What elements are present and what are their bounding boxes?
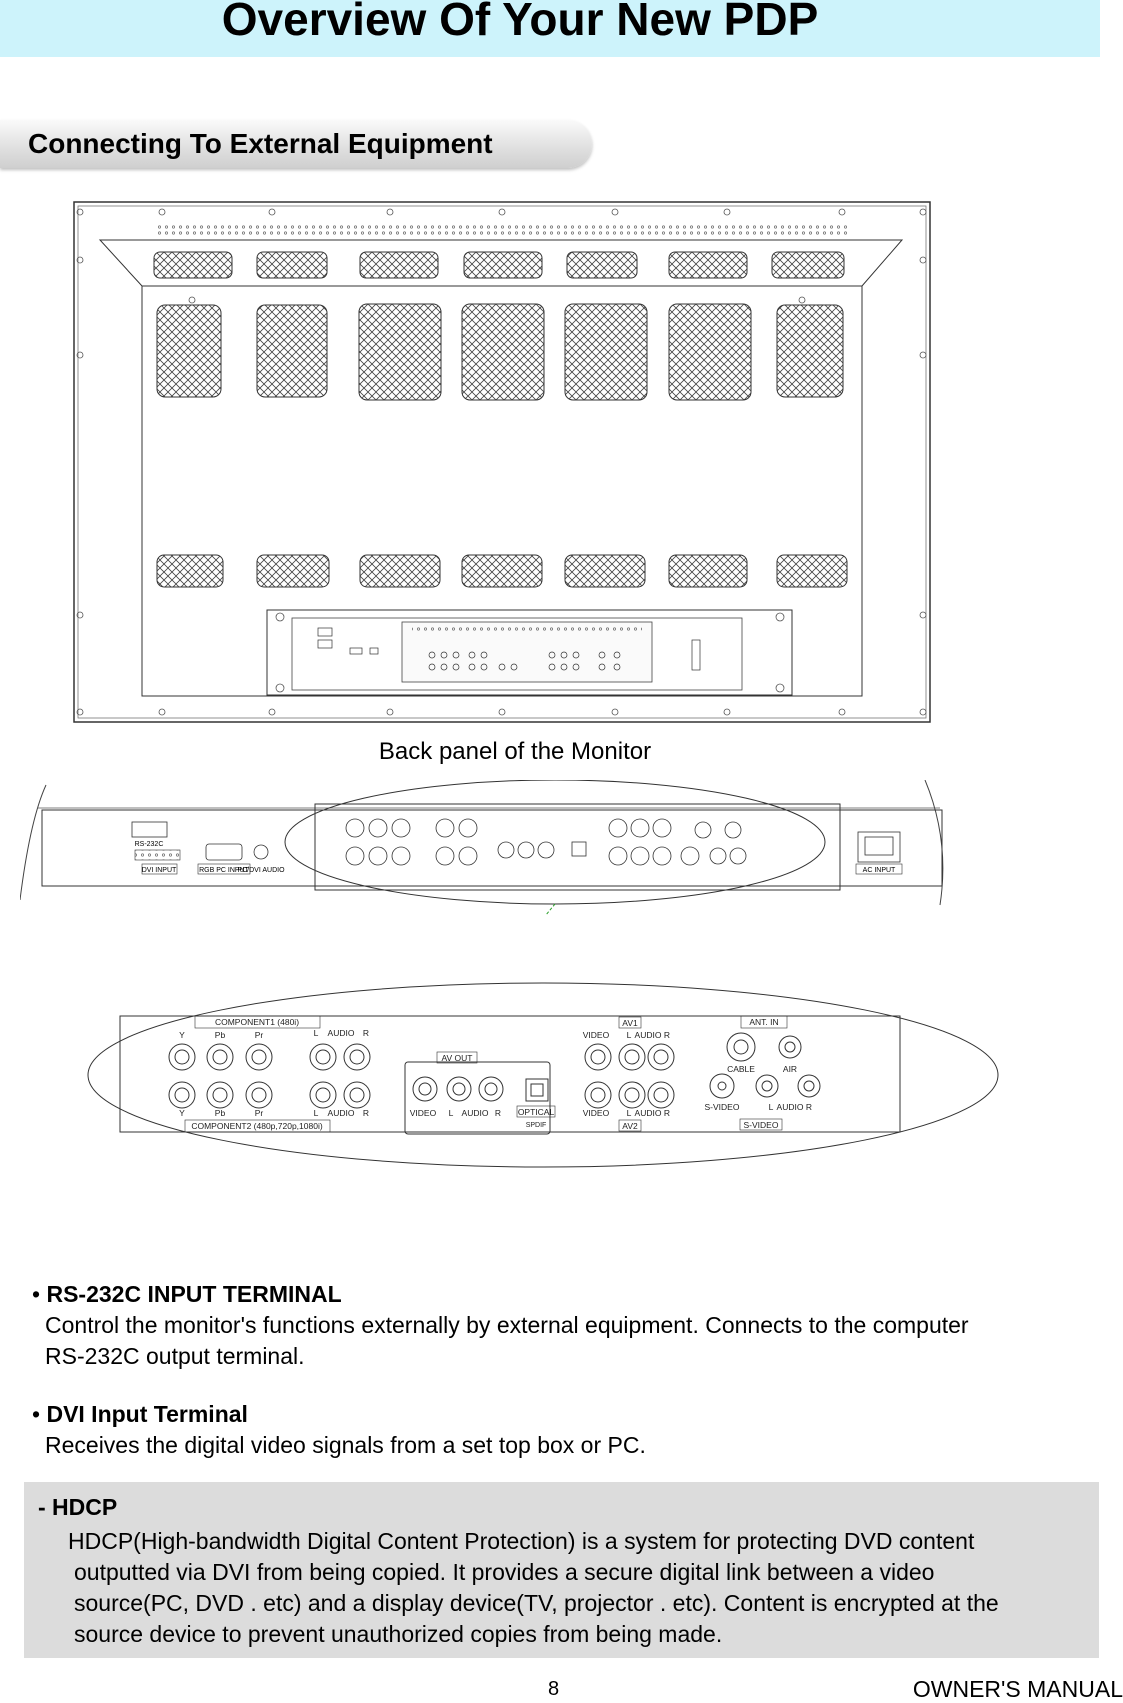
zoom-label-l-bottom: L: [313, 1108, 319, 1118]
zoom-label-spdif: SPDIF: [525, 1122, 547, 1129]
zoom-label-l-av1: L: [626, 1030, 632, 1040]
hdcp-line-3: source(PC, DVD . etc) and a display device(TV, projector . etc). Content is encrypted at the: [74, 1590, 999, 1616]
zoom-label-pb-bottom: Pb: [214, 1108, 226, 1118]
zoom-label-r-bottom: R: [362, 1108, 370, 1118]
dvi-section: • DVI Input Terminal Receives the digital video signals from a set top box or PC.: [32, 1399, 646, 1461]
zoom-label-cable: CABLE: [727, 1064, 755, 1074]
zoom-label-r-top: R: [362, 1028, 370, 1038]
page-title: Overview Of Your New PDP: [221, 0, 819, 45]
section-title: Connecting To External Equipment: [28, 128, 493, 159]
hdcp-title: - HDCP: [38, 1494, 118, 1520]
hdcp-line-1: HDCP(High-bandwidth Digital Content Protection) is a system for protecting DVD content: [68, 1528, 975, 1554]
zoom-label-av2: AV2: [622, 1121, 638, 1131]
rs232c-section: • RS-232C INPUT TERMINAL Control the monitor's functions externally by external equipment. Connects to the computer RS-232C output terminal.: [32, 1279, 969, 1372]
zoom-label-l-av2: L: [626, 1108, 632, 1118]
zoom-label-video-av2: VIDEO: [582, 1108, 610, 1118]
hdcp-line-2: outputted via DVI from being copied. It provides a secure digital link between a video: [74, 1559, 935, 1585]
zoom-label-component2: COMPONENT2 (480p,720p,1080i): [191, 1121, 323, 1131]
zoom-label-ant-in: ANT. IN: [749, 1017, 779, 1027]
zoom-label-av1: AV1: [622, 1018, 638, 1028]
title-bar: [0, 0, 1100, 57]
zoom-label-r-out: R: [494, 1108, 502, 1118]
zoom-label-r-av2: R: [663, 1108, 671, 1118]
footer-manual-label: OWNER'S MANUAL: [912, 1676, 1123, 1702]
strip-label-ac-input: AC INPUT: [862, 867, 896, 874]
zoom-label-pr-top: Pr: [254, 1030, 264, 1040]
zoom-label-y-bottom: Y: [179, 1108, 185, 1118]
zoom-label-audio-av1: AUDIO: [634, 1030, 662, 1040]
dvi-line-1: Receives the digital video signals from a set top box or PC.: [45, 1432, 646, 1458]
zoom-label-s-video-jack: S-VIDEO: [704, 1102, 740, 1112]
zoom-label-audio-bottom: AUDIO: [327, 1108, 355, 1118]
zoom-label-optical: OPTICAL: [517, 1107, 555, 1117]
section-heading: [0, 120, 592, 168]
zoom-label-audio-out: AUDIO: [461, 1108, 489, 1118]
zoom-label-pr-bottom: Pr: [254, 1108, 264, 1118]
zoom-label-air: AIR: [782, 1064, 798, 1074]
hdcp-line-4: source device to prevent unauthorized copies from being made.: [74, 1621, 723, 1647]
zoom-label-s-video-group: S-VIDEO: [743, 1120, 779, 1130]
strip-label-dvi-input: DVI INPUT: [141, 867, 177, 874]
hdcp-note-box: [24, 1482, 1099, 1658]
zoom-label-component1: COMPONENT1 (480i): [214, 1017, 300, 1027]
page-number: 8: [548, 1678, 560, 1700]
zoom-label-audio-av2: AUDIO: [634, 1108, 662, 1118]
zoom-label-r-svideo: R: [805, 1102, 813, 1112]
zoom-label-audio-svideo: AUDIO: [776, 1102, 804, 1112]
zoom-label-l-svideo: L: [768, 1102, 774, 1112]
terminal-strip-drawing: [20, 780, 960, 915]
strip-label-pc-dvi-audio: PC/DVI AUDIO: [237, 867, 285, 874]
rs232c-title: RS-232C INPUT TERMINAL: [46, 1281, 342, 1307]
zoom-label-y-top: Y: [179, 1030, 185, 1040]
zoom-label-video-av1: VIDEO: [582, 1030, 610, 1040]
hdcp-text: [68, 1526, 1098, 1650]
zoom-label-video-out: VIDEO: [409, 1108, 437, 1118]
rs232c-line-2: RS-232C output terminal.: [45, 1343, 305, 1369]
back-panel-drawing: [72, 200, 932, 725]
zoom-label-l-top: L: [313, 1028, 319, 1038]
connector-detail-drawing: [85, 980, 1005, 1170]
zoom-label-r-av1: R: [663, 1030, 671, 1040]
strip-label-rs232c: RS-232C: [134, 841, 164, 848]
zoom-label-pb-top: Pb: [214, 1030, 226, 1040]
figure-caption: Back panel of the Monitor: [378, 738, 652, 765]
zoom-label-l-out: L: [448, 1108, 454, 1118]
zoom-label-av-out: AV OUT: [441, 1053, 473, 1063]
strip-label-rgb-pc-input: RGB PC INPUT: [199, 867, 249, 874]
zoom-label-audio-top: AUDIO: [327, 1028, 355, 1038]
dvi-title: DVI Input Terminal: [46, 1401, 248, 1427]
rs232c-line-1: Control the monitor's functions externally by external equipment. Connects to the computer: [45, 1312, 969, 1338]
